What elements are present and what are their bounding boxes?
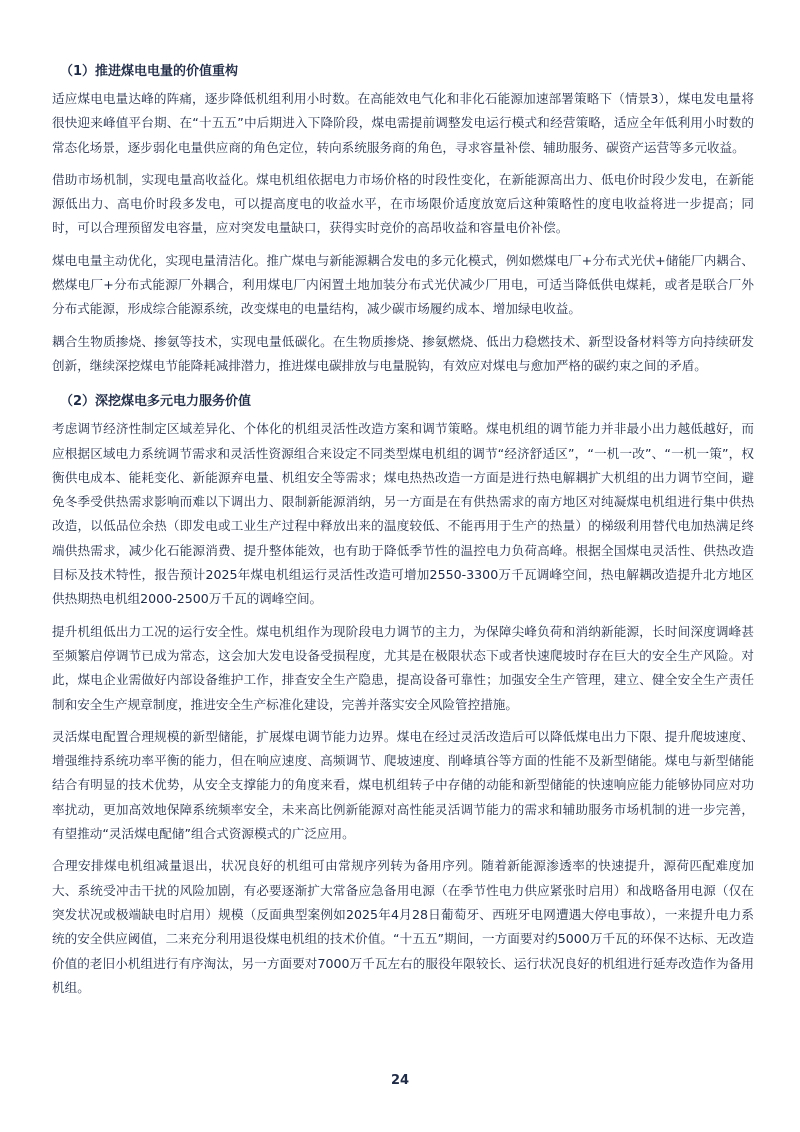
paragraph: 灵活煤电配置合理规模的新型储能，扩展煤电调节能力边界。煤电在经过灵活改造后可以降低煤电出力下限、提升爬坡速度、增强维持系统功率平衡的能力，但在响应速度、高频调节、爬坡速度、削峰填谷等方面的性能不及新型储能。煤电与新型储能结合有明显的技术优势，从安全支撑能力的角度来看，煤电机组转子中存储的动能和新型储能的快速响应能力能够协同应对功率扰动，更加高效地保障系统频率安全，未来高比例新能源对高性能灵活调节能力的需求和辅助服务市场机制的进一步完善，有望推动“灵活煤电配储”组合式资源模式的广泛应用。 bbox=[52, 728, 754, 842]
paragraph: 煤电电量主动优化，实现电量清洁化。推广煤电与新能源耦合发电的多元化模式，例如燃煤电厂+分布式光伏+储能厂内耦合、燃煤电厂+分布式能源厂外耦合，利用煤电厂内闲置土地加装分布式光伏减少厂用电，可适当降低供电煤耗，或者是联合厂外分布式能源，形成综合能源系统，改变煤电的电量结构，减少碳市场履约成本、增加绿电收益。 bbox=[52, 252, 754, 317]
page-content bbox=[52, 62, 754, 1008]
section-1 bbox=[52, 62, 754, 378]
section-heading: （2）深挖煤电多元电力服务价值 bbox=[60, 394, 252, 410]
paragraph: 考虑调节经济性制定区域差异化、个体化的机组灵活性改造方案和调节策略。煤电机组的调节能力并非最小出力越低越好，而应根据区域电力系统调节需求和灵活性资源组合来设定不同类型煤电机组的调节“经济舒适区”，“一机一改”、“一机一策”，权衡供电成本、能耗变化、新能源弃电量、机组安全等需求；煤电热热改造一方面是进行热电解耦扩大机组的出力调节空间，避免冬季受供热需求影响而难以下调出力、限制新能源消纳，另一方面是在有供热需求的南方地区对纯凝煤电机组进行集中供热改造，以低品位余热（即发电或工业生产过程中释放出来的温度较低、不能再用于生产的热量）的梯级利用替代电加热满足终端供热需求，减少化石能源消费、提升整体能效，也有助于降低季节性的温控电力负荷高峰。根据全国煤电灵活性、供热改造目标及技术特性，报告预计2025年煤电机组运行灵活性改造可增加2550-3300万千瓦调峰空间，热电解耦改造提升北方地区供热期热电机组2000-2500万千瓦的调峰空间。 bbox=[52, 421, 754, 607]
paragraph: 借助市场机制，实现电量高收益化。煤电机组依据电力市场价格的时段性变化，在新能源高出力、低电价时段少发电，在新能源低出力、高电价时段多发电，可以提高度电的收益水平，在市场限价适度放宽后这种策略性的度电收益将进一步提高；同时，可以合理预留发电容量，应对突发电量缺口，获得实时竞价的高昂收益和容量电价补偿。 bbox=[52, 171, 754, 236]
paragraph: 适应煤电电量达峰的阵痛，逐步降低机组利用小时数。在高能效电气化和非化石能源加速部署策略下（情景3），煤电发电量将很快迎来峰值平台期、在“十五五”中后期进入下降阶段，煤电需提前调整发电运行模式和经营策略，适应全年低利用小时数的常态化场景，逐步弱化电量供应商的角色定位，转向系统服务商的角色，寻求容量补偿、辅助服务、碳资产运营等多元收益。 bbox=[52, 91, 754, 155]
paragraph: 耦合生物质掺烧、掺氨等技术，实现电量低碳化。在生物质掺烧、掺氨燃烧、低出力稳燃技术、新型设备材料等方向持续研发创新，继续深挖煤电节能降耗减排潜力，推进煤电碳排放与电量脱钩，有效应对煤电与愈加严格的碳约束之间的矛盾。 bbox=[52, 333, 754, 373]
paragraph: 提升机组低出力工况的运行安全性。煤电机组作为现阶段电力调节的主力，为保障尖峰负荷和消纳新能源，长时间深度调峰甚至频繁启停调节已成为常态，这会加大发电设备受损程度，尤其是在极限状态下或者快速爬坡时存在巨大的安全生产风险。对此，煤电企业需做好内部设备维护工作，排查安全生产隐患，提高设备可靠性；加强安全生产管理，建立、健全安全生产责任制和安全生产规章制度，推进安全生产标准化建设，完善并落实安全风险管控措施。 bbox=[52, 623, 754, 712]
page-number: 24 bbox=[390, 1073, 410, 1088]
section-2 bbox=[52, 392, 754, 1000]
paragraph: 合理安排煤电机组减量退出，状况良好的机组可由常规序列转为备用序列。随着新能源渗透率的快速提升，源荷匹配难度加大、系统受冲击干扰的风险加剧，有必要逐渐扩大常备应急备用电源（在季节性电力供应紧张时启用）和战略备用电源（仅在突发状况或极端缺电时启用）规模（反面典型案例如2025年4月28日葡萄牙、西班牙电网遭遇大停电事故），一来提升电力系统的安全供应阈值，二来充分利用退役煤电机组的技术价值。“十五五”期间，一方面要对约5000万千瓦的环保不达标、无改造价值的老旧小机组进行有序淘汰，另一方面要对7000万千瓦左右的服役年限较长、运行状况良好的机组进行延寿改造作为备用机组。 bbox=[52, 858, 754, 995]
section-heading: （1）推进煤电电量的价值重构 bbox=[60, 64, 239, 79]
